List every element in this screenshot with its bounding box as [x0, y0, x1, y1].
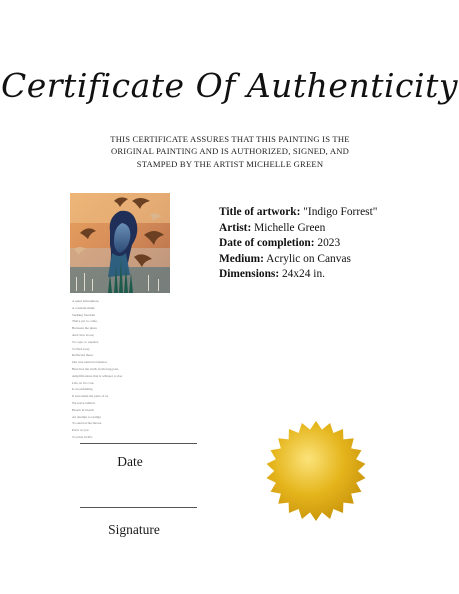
statement-line: THIS CERTIFICATE ASSURES THAT THIS PAINTING IS THE: [110, 134, 350, 144]
poem-line: To stand at the throne: [72, 421, 102, 426]
poem-line: Our true natural existence: [72, 360, 108, 365]
signature-label: Signature: [108, 522, 160, 537]
poem-line: That's yet to come,: [72, 319, 98, 324]
detail-label: Medium:: [219, 252, 264, 265]
poem-line: To relax in life.: [72, 434, 93, 439]
poem-line: We leave behind: [72, 400, 95, 405]
date-label: Date: [117, 454, 143, 469]
artwork-details: [219, 205, 377, 283]
poem-line: Here lies the truth, from long past,: [72, 366, 119, 371]
poem-line: Hearts in bloom: [72, 407, 94, 412]
gold-seal-icon: [265, 420, 367, 522]
poem-line: Put it at you: [72, 428, 89, 433]
detail-value: "Indigo Forrest": [300, 206, 378, 218]
signature-line: [80, 507, 197, 508]
detail-value: 24x24 in.: [279, 268, 326, 280]
poem-line: To cope, to expand,: [72, 339, 99, 344]
detail-value: 2023: [314, 237, 341, 249]
artwork-poem: [72, 298, 182, 441]
poem-line: A constant mind,: [72, 305, 96, 310]
poem-line: It surrounds the parts of us: [72, 394, 109, 399]
poem-line: Is an unfolding: [72, 387, 93, 392]
poem-line: To find away: [72, 346, 90, 351]
artwork-image: [70, 193, 170, 293]
poem-line: Seeking freedom: [72, 312, 96, 317]
poem-line: An attempt to realign: [72, 414, 101, 419]
poem-line: Amplifications that is whisper to rise: [72, 373, 123, 378]
certificate-statement: [90, 133, 370, 170]
detail-title: [219, 205, 377, 221]
detail-value: Acrylic on Canvas: [263, 252, 351, 265]
detail-label: Title of artwork:: [219, 206, 301, 218]
detail-medium: [219, 252, 377, 268]
detail-value: Michelle Green: [251, 221, 326, 234]
poem-line: A quiet atmosphere,: [72, 299, 100, 303]
statement-line: STAMPED BY THE ARTIST MICHELLE GREEN: [136, 158, 324, 169]
poem-line: Reflected there,: [72, 353, 94, 358]
poem-line: And river stood,: [72, 332, 95, 337]
detail-dimensions: [219, 267, 377, 283]
detail-label: Artist:: [219, 221, 252, 234]
poem-line: Life, in it's core,: [72, 380, 95, 385]
detail-label: Date of completion:: [219, 237, 315, 249]
detail-label: Dimensions:: [219, 268, 280, 280]
certificate-title: Certificate Of Authenticity: [1, 66, 458, 105]
detail-artist: [219, 221, 377, 237]
poem-line: Between the pines: [72, 326, 97, 331]
statement-line: ORIGINAL PAINTING AND IS AUTHORIZED, SIGNED, AND: [110, 146, 350, 157]
detail-date: [219, 236, 377, 252]
date-line: [80, 443, 197, 444]
